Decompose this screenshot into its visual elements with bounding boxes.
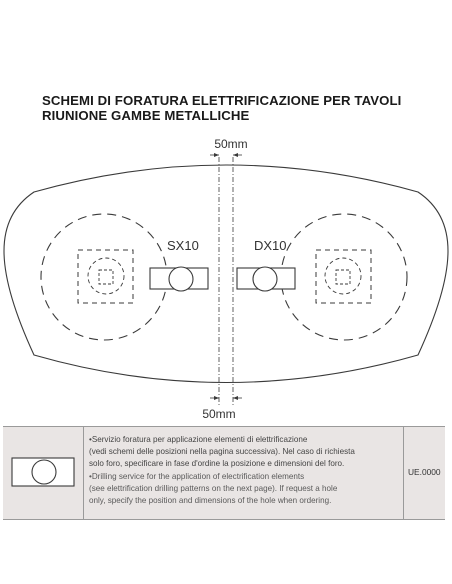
leg-circle-right	[281, 214, 407, 340]
cutout-dx10-hole	[253, 267, 277, 291]
label-dx10: DX10	[254, 238, 287, 253]
leg-hole-inner-left	[99, 270, 113, 284]
cutout-sx10-hole	[169, 267, 193, 291]
arrowhead-bottom-right	[233, 396, 238, 400]
cutout-symbol-icon	[11, 457, 75, 487]
desc-it-line-2: (vedi schemi delle posizioni nella pagina successiva). Nel caso di richiesta	[89, 447, 355, 457]
title-line-1: SCHEMI DI FORATURA ELETTRIFICAZIONE PER TAVOLI	[42, 93, 402, 108]
arrowhead-bottom-left	[214, 396, 219, 400]
leg-plate-left	[78, 250, 133, 303]
info-description-cell	[84, 427, 404, 519]
dimension-label-bottom: 50mm	[202, 407, 236, 420]
leg-hole-inner-right	[336, 270, 350, 284]
info-description	[89, 434, 355, 507]
info-table	[3, 426, 445, 520]
dimension-label-top: 50mm	[214, 137, 248, 151]
info-icon-cell	[3, 427, 84, 519]
info-code-cell	[404, 427, 445, 519]
desc-en-line-3: only, specify the position and dimensions of the hole when ordering.	[89, 496, 332, 506]
leg-hole-outer-right	[325, 258, 361, 294]
label-sx10: SX10	[167, 238, 199, 253]
desc-it-line-1: •Servizio foratura per applicazione elementi di elettrificazione	[89, 435, 308, 444]
leg-hole-outer-left	[88, 258, 124, 294]
desc-it-line-3: solo foro, specificare in fase d'ordine la posizione e dimensioni del foro.	[89, 459, 345, 469]
table-top-outline	[4, 165, 448, 383]
desc-en-line-1: •Drilling service for the application of electrification elements	[89, 471, 305, 481]
arrowhead-top-left	[214, 153, 219, 157]
title-line-2: RIUNIONE GAMBE METALLICHE	[42, 108, 250, 123]
desc-en-line-2: (see elettrification drilling patterns on the next page). If request a hole	[89, 483, 338, 493]
arrowhead-top-right	[233, 153, 238, 157]
leg-circle-left	[41, 214, 167, 340]
product-code: UE.0000	[408, 467, 441, 477]
